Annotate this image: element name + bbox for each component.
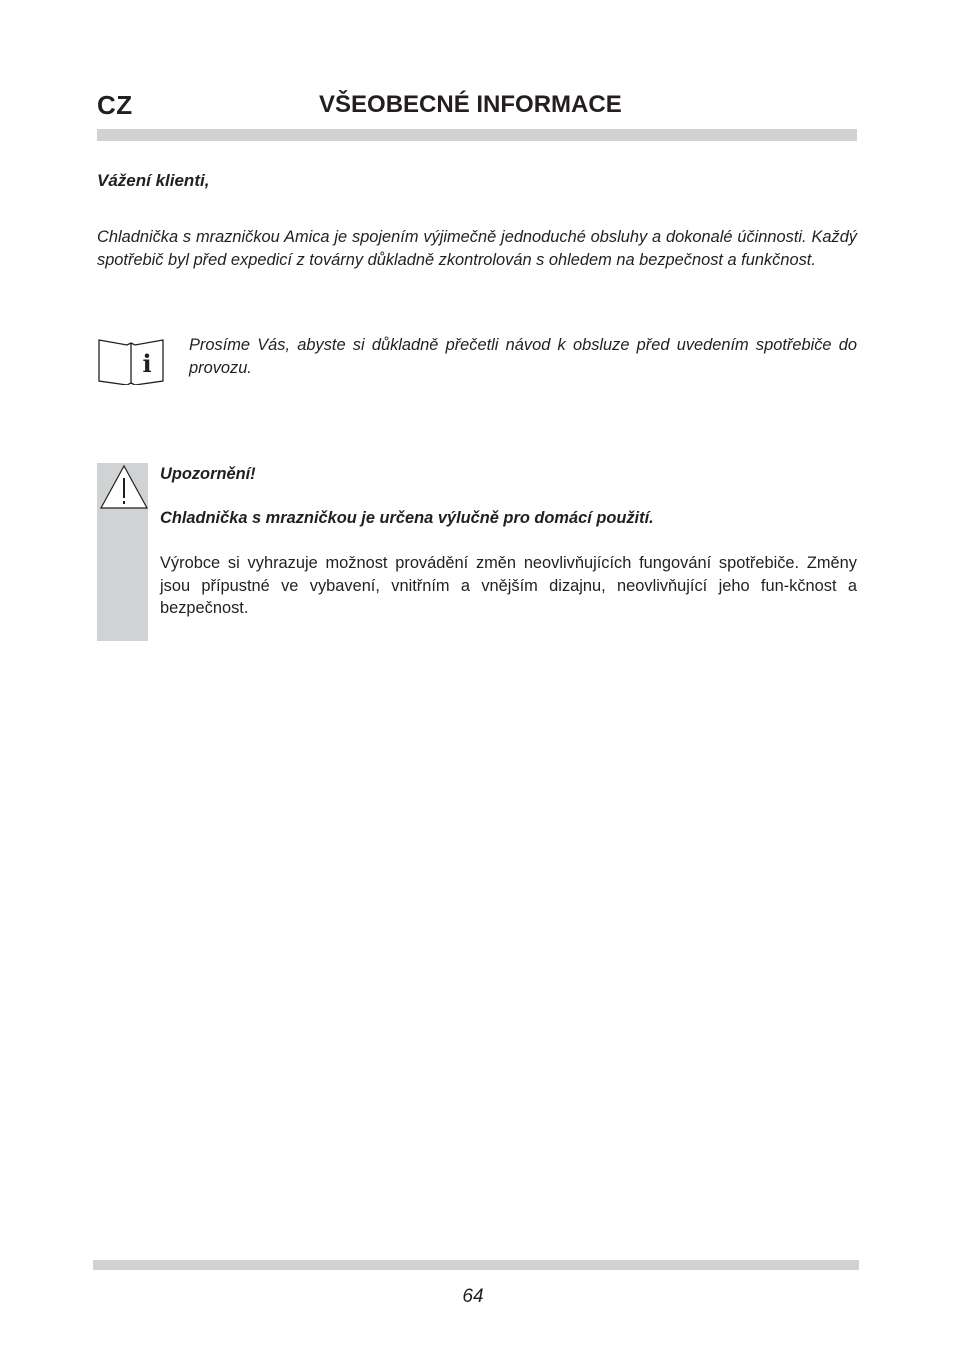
intro-line: a funkčnost. [727, 250, 816, 269]
language-code: CZ [97, 90, 133, 120]
intro-line: Každý spotřebič byl před expedicí z továrny důkladně zkontrolován s ohledem na bezpečnost [97, 228, 858, 269]
info-glyph: i [142, 349, 152, 378]
intro-line: Chladnička s mrazničkou Amica je spojením výjimečně jednoduché obsluhy a dokonalé účinnosti. [97, 228, 807, 246]
salutation: Vážení klienti, [97, 171, 210, 190]
warning-body: Výrobce si vyhrazuje možnost provádění změn neovlivňujících fungování spotřebiče. Změny jsou přípustné ve vybavení, vnitřním a vnějším dizajnu, neovlivňující jeho fun-kčnost a bezpečnost. [160, 554, 857, 617]
info-book-icon [97, 337, 165, 385]
info-note-text: Prosíme Vás, abyste si důkladně přečetli návod k obsluze před uvedením spotřebiče do provozu. [189, 336, 857, 377]
warning-triangle-icon [99, 464, 149, 510]
header-divider [97, 129, 857, 141]
footer-divider [93, 1260, 859, 1270]
page-number: 64 [462, 1286, 484, 1307]
page-title: VŠEOBECNÉ INFORMACE [319, 91, 622, 118]
warning-heading: Upozornění! [160, 465, 256, 483]
intro-paragraph [97, 226, 857, 271]
warning-statement: Chladnička s mrazničkou je určena výlučně pro domácí použití. [160, 509, 654, 527]
